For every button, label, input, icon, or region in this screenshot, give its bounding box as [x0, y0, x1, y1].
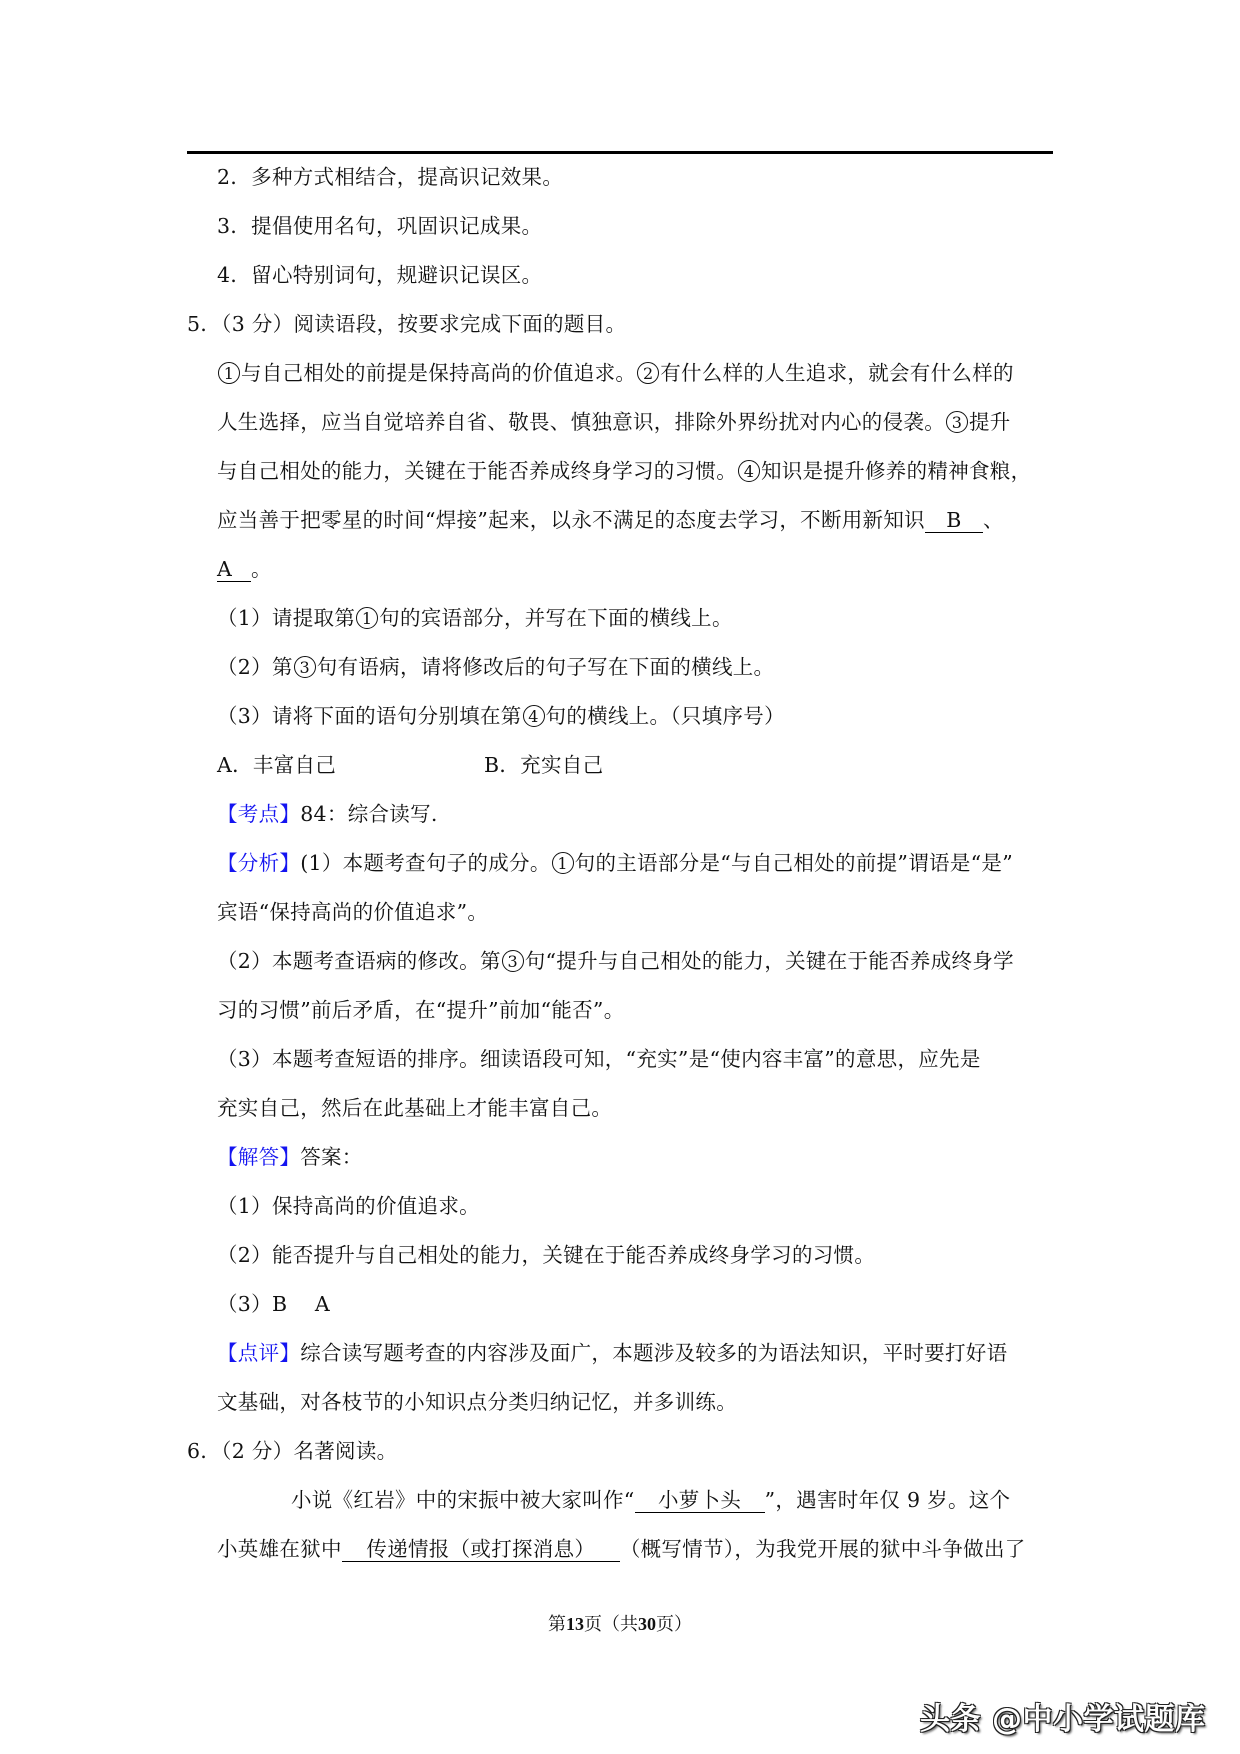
fenxi-tag: 【分析】 [217, 851, 301, 875]
passage-line-1: 1 与自己相处的前提是保持高尚的价值追求。 2 有什么样的人生追求，就会有什么样的 [217, 359, 1014, 387]
circled-number-2: 2 [637, 362, 659, 384]
prev-item-2: 2．多种方式相结合，提高识记效果。 [217, 165, 564, 189]
q6-line-1: 小说《红岩》中的宋振中被大家叫作“ 小萝卜头 ”，遇害时年仅 9 岁。这个 [291, 1488, 1011, 1512]
fenxi-line-2: 宾语“保持高尚的价值追求”。 [217, 900, 489, 924]
question-5-header: 5．（3 分）阅读语段，按要求完成下面的题目。 [187, 312, 627, 336]
circled-number-3: 3 [294, 656, 316, 678]
circled-number-3: 3 [946, 411, 968, 433]
q6-answer-blank-1: 小萝卜头 [635, 1488, 765, 1513]
current-page: 13 [566, 1614, 584, 1634]
dianping-tag: 【点评】 [217, 1341, 301, 1365]
passage-line-3: 与自己相处的能力，关键在于能否养成终身学习的习惯。 4 知识是提升修养的精神食粮， [217, 459, 1032, 483]
circled-number-1: 1 [552, 852, 574, 874]
jieda-tag: 【解答】 [217, 1145, 301, 1169]
kaodian-section: 【考点】84：综合读写. [217, 802, 438, 826]
q6-answer-blank-2: 传递情报（或打探消息） [342, 1537, 620, 1562]
answer-3: （3）B A [217, 1292, 331, 1316]
answer-blank-1: B [925, 508, 983, 533]
total-pages: 30 [638, 1614, 656, 1634]
fenxi-line-6: 充实自己，然后在此基础上才能丰富自己。 [217, 1096, 613, 1120]
q6-line-2: 小英雄在狱中 传递情报（或打探消息） （概写情节），为我党开展的狱中斗争做出了 [217, 1537, 1026, 1561]
header-rule [187, 151, 1053, 154]
sub-question-3: （3）请将下面的语句分别填在第 4 句的横线上。（只填序号） [217, 704, 785, 728]
answer-1: （1）保持高尚的价值追求。 [217, 1194, 480, 1218]
circled-number-4: 4 [523, 705, 545, 727]
kaodian-tag: 【考点】 [217, 802, 301, 826]
sub-question-1: （1）请提取第 1 句的宾语部分，并写在下面的横线上。 [217, 606, 733, 630]
circled-number-4: 4 [738, 460, 760, 482]
prev-item-4: 4．留心特别词句，规避识记误区。 [217, 263, 543, 287]
answer-2: （2）能否提升与自己相处的能力，关键在于能否养成终身学习的习惯。 [217, 1243, 876, 1267]
option-b: B．充实自己 [484, 753, 604, 777]
dianping-line-2: 文基础，对各枝节的小知识点分类归纳记忆，并多训练。 [217, 1390, 737, 1414]
page-footer: 第13页（共30页） [548, 1614, 692, 1634]
question-6-header: 6．（2 分）名著阅读。 [187, 1439, 398, 1463]
watermark: 头条 @中小学试题库 [920, 1702, 1206, 1737]
dianping-line-1: 【点评】综合读写题考查的内容涉及面广，本题涉及较多的为语法知识，平时要打好语 [217, 1341, 1008, 1365]
circled-number-1: 1 [356, 607, 378, 629]
passage-line-2: 人生选择，应当自觉培养自省、敬畏、慎独意识，排除外界纷扰对内心的侵袭。 3 提升 [217, 410, 1011, 434]
fenxi-line-4: 习的习惯”前后矛盾，在“提升”前加“能否”。 [217, 998, 625, 1022]
passage-line-5: A 。 [217, 557, 272, 581]
circled-number-1: 1 [218, 362, 240, 384]
jieda-section: 【解答】答案： [217, 1145, 363, 1169]
answer-blank-2: A [217, 557, 251, 582]
passage-line-4: 应当善于把零星的时间“焊接”起来，以永不满足的态度去学习，不断用新知识 B 、 [217, 508, 1004, 532]
prev-item-3: 3．提倡使用名句，巩固识记成果。 [217, 214, 543, 238]
fenxi-line-3: （2）本题考查语病的修改。第 3 句“提升与自己相处的能力，关键在于能否养成终身学 [217, 949, 1014, 973]
fenxi-line-5: （3）本题考查短语的排序。细读语段可知，“充实”是“使内容丰富”的意思，应先是 [217, 1047, 981, 1071]
circled-number-3: 3 [502, 950, 524, 972]
option-a: A．丰富自己 [217, 753, 337, 777]
sub-question-2: （2）第 3 句有语病，请将修改后的句子写在下面的横线上。 [217, 655, 775, 679]
fenxi-line-1: 【分析】(1）本题考查句子的成分。 1 句的主语部分是“与自己相处的前提”谓语是“是” [217, 851, 1013, 875]
